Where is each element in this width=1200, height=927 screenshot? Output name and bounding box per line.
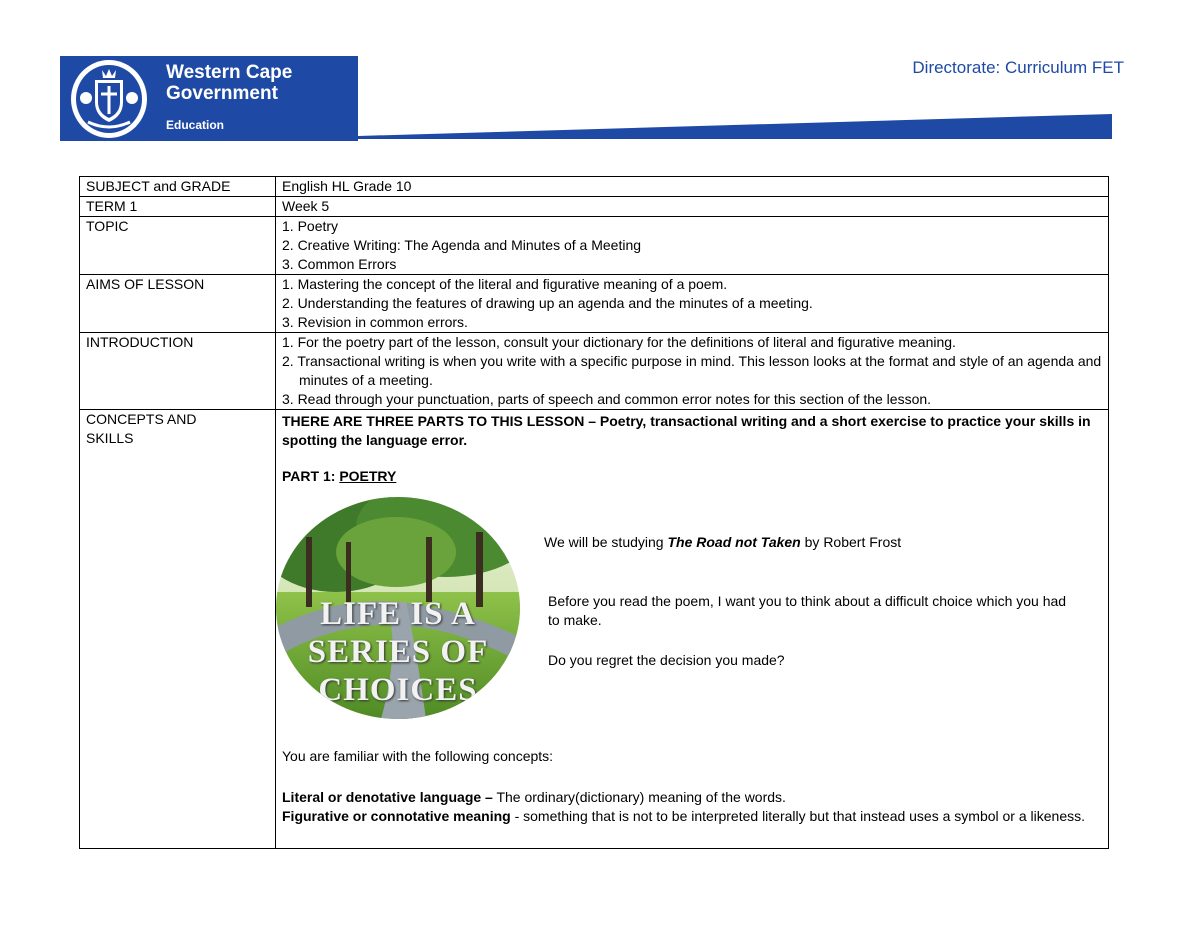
term-value: Week 5 — [276, 197, 1109, 217]
life-choices-image — [276, 497, 520, 719]
reflection-question-1: Before you read the poem, I want you to think about a difficult choice which you had to make. — [548, 593, 1067, 628]
topic-item: 1. Poetry — [282, 218, 339, 234]
subject-label: SUBJECT and GRADE — [80, 177, 276, 197]
brand-name — [166, 62, 356, 104]
figurative-term: Figurative or connotative meaning — [282, 808, 511, 824]
poem-title: The Road not Taken — [667, 534, 801, 550]
term-label: TERM 1 — [80, 197, 276, 217]
table-row-introduction — [80, 333, 1109, 410]
introduction-item: 1. For the poetry part of the lesson, consult your dictionary for the definitions of literal and figurative meaning. — [282, 334, 956, 350]
figurative-definition — [282, 807, 1092, 826]
brand-line-1: Western Cape — [166, 62, 293, 83]
concept-definitions — [282, 788, 1092, 826]
aim-item: 3. Revision in common errors. — [282, 314, 468, 330]
study-suffix: by Robert Frost — [800, 534, 902, 550]
header-stripe — [358, 114, 1112, 139]
coat-of-arms-icon — [68, 58, 150, 140]
image-caption — [276, 595, 520, 709]
topic-item: 2. Creative Writing: The Agenda and Minutes of a Meeting — [282, 237, 642, 253]
aims-label: AIMS OF LESSON — [80, 275, 276, 333]
lesson-parts-intro: THERE ARE THREE PARTS TO THIS LESSON – Poetry, transactional writing and a short exercise to practice your skills in spotting the language error. — [282, 413, 1091, 448]
study-statement — [544, 533, 901, 552]
reflection-question-2: Do you regret the decision you made? — [548, 652, 785, 668]
aim-item: 2. Understanding the features of drawing up an agenda and the minutes of a meeting. — [282, 295, 813, 311]
image-caption-line-3: CHOICES — [318, 672, 478, 708]
part-1-prefix: PART 1: — [282, 468, 340, 484]
familiar-concepts-intro: You are familiar with the following concepts: — [282, 748, 554, 764]
concepts-label — [80, 410, 276, 849]
table-row-aims — [80, 275, 1109, 333]
study-prefix: We will be studying — [544, 534, 668, 550]
concepts-content — [276, 410, 1109, 849]
part-1-heading — [282, 467, 1102, 486]
topic-label: TOPIC — [80, 217, 276, 275]
introduction-item: 2. Transactional writing is when you write with a specific purpose in mind. This lesson looks at the format and style of an agenda and minutes of a meeting. — [282, 353, 1102, 388]
image-caption-line-1: LIFE IS A — [320, 596, 476, 632]
topic-list — [276, 217, 1109, 275]
lesson-plan-table — [79, 176, 1109, 849]
table-row-subject — [80, 177, 1109, 197]
table-row-term — [80, 197, 1109, 217]
brand-department: Education — [166, 118, 225, 132]
government-logo — [60, 56, 358, 141]
aims-list — [276, 275, 1109, 333]
image-caption-line-2: SERIES OF — [307, 634, 489, 670]
introduction-label: INTRODUCTION — [80, 333, 276, 410]
literal-definition — [282, 788, 1092, 807]
literal-def: The ordinary(dictionary) meaning of the words. — [492, 789, 786, 805]
concepts-label-line-2: SKILLS — [86, 430, 134, 446]
table-row-concepts — [80, 410, 1109, 849]
directorate-title: Directorate: Curriculum FET — [912, 58, 1124, 77]
table-row-topic — [80, 217, 1109, 275]
topic-item: 3. Common Errors — [282, 256, 397, 272]
aim-item: 1. Mastering the concept of the literal and figurative meaning of a poem. — [282, 276, 728, 292]
subject-value: English HL Grade 10 — [276, 177, 1109, 197]
part-1-title: POETRY — [339, 468, 397, 484]
figurative-def: - something that is not to be interpreted literally but that instead uses a symbol or a likeness. — [510, 808, 1086, 824]
concepts-label-line-1: CONCEPTS AND — [86, 411, 197, 427]
introduction-item: 3. Read through your punctuation, parts of speech and common error notes for this section of the lesson. — [282, 391, 932, 407]
literal-term: Literal or denotative language – — [282, 789, 493, 805]
introduction-list — [276, 333, 1109, 410]
brand-line-2: Government — [166, 83, 278, 104]
